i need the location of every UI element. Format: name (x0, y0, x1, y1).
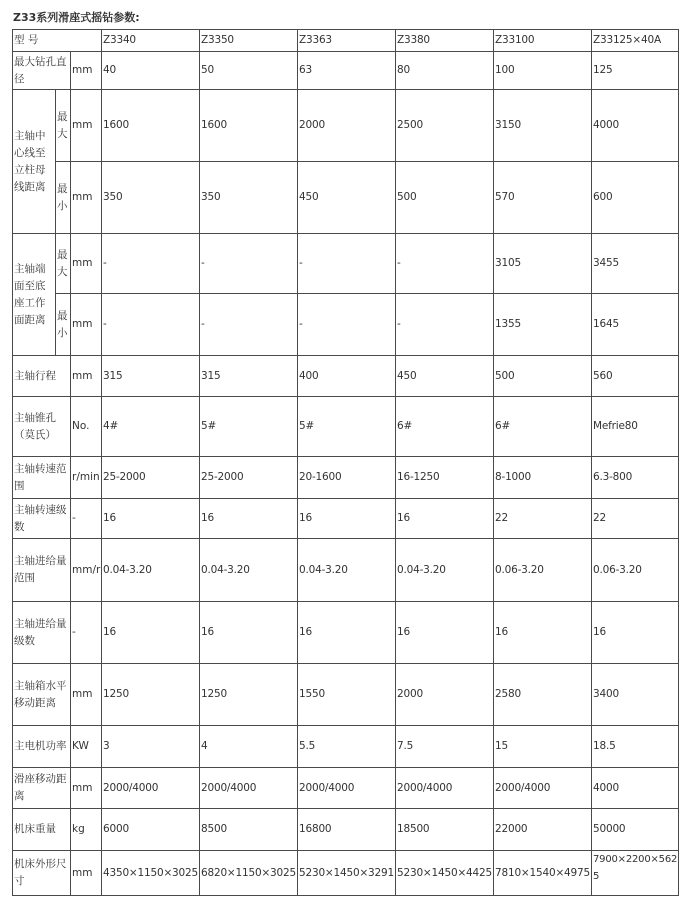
value-cell: 2000/4000 (298, 768, 396, 809)
value-cell: 4# (102, 397, 200, 457)
value-cell: 25-2000 (102, 457, 200, 499)
value-cell: 3105 (494, 234, 592, 294)
value-cell: 1550 (298, 664, 396, 726)
model-cell: Z3363 (298, 30, 396, 52)
value-cell: - (298, 234, 396, 294)
page-title: Z33系列滑座式摇钻参数: (13, 11, 140, 24)
value-cell: 4 (200, 726, 298, 768)
table-row (13, 664, 679, 726)
value-cell: 8-1000 (494, 457, 592, 499)
value-cell: 50 (200, 52, 298, 90)
model-cell: Z33100 (494, 30, 592, 52)
value-cell: 50000 (592, 809, 679, 851)
value-cell: 5230×1450×4425 (396, 851, 494, 896)
value-cell: 315 (102, 356, 200, 397)
unit-cell: r/min (71, 457, 102, 499)
unit-cell: mm (71, 234, 102, 294)
value-cell: 0.04-3.20 (200, 539, 298, 602)
row-label: 机床外形尺寸 (13, 851, 71, 896)
value-cell: 400 (298, 356, 396, 397)
value-cell: 2000/4000 (200, 768, 298, 809)
value-cell: 8500 (200, 809, 298, 851)
unit-cell: mm (71, 356, 102, 397)
value-cell: 4000 (592, 90, 679, 162)
unit-cell: mm/r (71, 539, 102, 602)
value-cell: 16 (200, 499, 298, 539)
unit-cell: kg (71, 809, 102, 851)
table-row (13, 499, 679, 539)
value-cell: 6000 (102, 809, 200, 851)
row-label: 主电机功率 (13, 726, 71, 768)
value-cell: 1250 (102, 664, 200, 726)
sub-label: 最大 (56, 234, 71, 294)
value-cell: 1600 (102, 90, 200, 162)
value-cell: 22000 (494, 809, 592, 851)
table-row (13, 234, 679, 294)
value-cell: 16 (298, 499, 396, 539)
value-cell: 7810×1540×4975 (494, 851, 592, 896)
value-cell: - (102, 234, 200, 294)
unit-cell: mm (71, 162, 102, 234)
value-cell: 4350×1150×3025 (102, 851, 200, 896)
model-label: 型 号 (13, 30, 102, 52)
value-cell: 5.5 (298, 726, 396, 768)
table-row (13, 294, 679, 356)
value-cell: 16 (396, 499, 494, 539)
value-cell: 0.04-3.20 (396, 539, 494, 602)
value-cell: 3 (102, 726, 200, 768)
row-label: 主轴箱水平移动距离 (13, 664, 71, 726)
value-cell: 3400 (592, 664, 679, 726)
value-cell: - (200, 234, 298, 294)
value-cell: 63 (298, 52, 396, 90)
value-cell: 3150 (494, 90, 592, 162)
table-row (13, 52, 679, 90)
value-cell: 125 (592, 52, 679, 90)
value-cell: 16 (102, 602, 200, 664)
value-cell: 2000 (298, 90, 396, 162)
value-cell: 1355 (494, 294, 592, 356)
row-label: 主轴进给量级数 (13, 602, 71, 664)
value-cell: 15 (494, 726, 592, 768)
row-label: 主轴转速范围 (13, 457, 71, 499)
value-cell: 6820×1150×3025 (200, 851, 298, 896)
spec-table (12, 29, 679, 896)
value-cell: 600 (592, 162, 679, 234)
value-cell: 2000/4000 (396, 768, 494, 809)
table-row (13, 90, 679, 162)
value-cell: - (102, 294, 200, 356)
row-label: 主轴进给量范围 (13, 539, 71, 602)
sub-label: 最小 (56, 294, 71, 356)
row-label: 主轴锥孔（莫氏） (13, 397, 71, 457)
value-cell: 500 (396, 162, 494, 234)
value-cell: 16 (102, 499, 200, 539)
value-cell: 5# (298, 397, 396, 457)
table-row (13, 457, 679, 499)
value-cell: 22 (494, 499, 592, 539)
value-cell: 22 (592, 499, 679, 539)
value-cell: 18.5 (592, 726, 679, 768)
value-cell: 6.3-800 (592, 457, 679, 499)
sub-label: 最小 (56, 162, 71, 234)
table-row (13, 162, 679, 234)
value-cell: 450 (396, 356, 494, 397)
value-cell: 16 (298, 602, 396, 664)
unit-cell: mm (71, 768, 102, 809)
value-cell: 0.04-3.20 (298, 539, 396, 602)
row-label: 主轴端面至底座工作面距离 (13, 234, 56, 356)
table-row (13, 30, 679, 52)
table-row (13, 397, 679, 457)
value-cell: 5# (200, 397, 298, 457)
unit-cell: mm (71, 52, 102, 90)
value-cell: 25-2000 (200, 457, 298, 499)
value-cell: 5230×1450×3291 (298, 851, 396, 896)
value-cell: 1250 (200, 664, 298, 726)
value-cell: 560 (592, 356, 679, 397)
unit-cell: mm (71, 664, 102, 726)
unit-cell: KW (71, 726, 102, 768)
table-row (13, 539, 679, 602)
value-cell: 2000/4000 (494, 768, 592, 809)
sub-label: 最大 (56, 90, 71, 162)
table-row (13, 726, 679, 768)
value-cell: 100 (494, 52, 592, 90)
table-row (13, 768, 679, 809)
value-cell: 6# (396, 397, 494, 457)
value-cell: 18500 (396, 809, 494, 851)
value-cell: 450 (298, 162, 396, 234)
value-cell: 7.5 (396, 726, 494, 768)
value-cell: 16 (494, 602, 592, 664)
value-cell: 0.04-3.20 (102, 539, 200, 602)
value-cell: 16800 (298, 809, 396, 851)
value-cell: 6# (494, 397, 592, 457)
model-cell: Z3380 (396, 30, 494, 52)
value-cell: 4000 (592, 768, 679, 809)
model-cell: Z3340 (102, 30, 200, 52)
value-cell: 0.06-3.20 (494, 539, 592, 602)
value-cell: 16-1250 (396, 457, 494, 499)
unit-cell: mm (71, 294, 102, 356)
value-cell: 2000/4000 (102, 768, 200, 809)
value-cell: 2500 (396, 90, 494, 162)
unit-cell: No. (71, 397, 102, 457)
unit-cell: - (71, 602, 102, 664)
row-label: 滑座移动距离 (13, 768, 71, 809)
value-cell: 500 (494, 356, 592, 397)
row-label: 机床重量 (13, 809, 71, 851)
table-row (13, 356, 679, 397)
value-cell: 20-1600 (298, 457, 396, 499)
model-cell: Z33125×40A (592, 30, 679, 52)
value-cell: 1600 (200, 90, 298, 162)
value-cell: - (298, 294, 396, 356)
unit-cell: mm (71, 90, 102, 162)
value-cell: 315 (200, 356, 298, 397)
value-cell: - (396, 234, 494, 294)
unit-cell: mm (71, 851, 102, 896)
value-cell: 350 (102, 162, 200, 234)
value-cell: 0.06-3.20 (592, 539, 679, 602)
value-cell: 1645 (592, 294, 679, 356)
value-cell: 40 (102, 52, 200, 90)
row-label: 最大钻孔直径 (13, 52, 71, 90)
value-cell: 3455 (592, 234, 679, 294)
row-label: 主轴中心线至立柱母线距离 (13, 90, 56, 234)
value-cell: 16 (396, 602, 494, 664)
row-label: 主轴转速级数 (13, 499, 71, 539)
value-cell: 16 (200, 602, 298, 664)
value-cell: 80 (396, 52, 494, 90)
value-cell: - (396, 294, 494, 356)
value-cell: 570 (494, 162, 592, 234)
value-cell: 16 (592, 602, 679, 664)
table-row (13, 851, 679, 896)
table-row (13, 602, 679, 664)
value-cell: 350 (200, 162, 298, 234)
value-cell: 2000 (396, 664, 494, 726)
value-cell: 2580 (494, 664, 592, 726)
unit-cell: - (71, 499, 102, 539)
row-label: 主轴行程 (13, 356, 71, 397)
table-row (13, 809, 679, 851)
value-cell: - (200, 294, 298, 356)
value-cell: 7900×2200×5625 (592, 851, 679, 896)
value-cell: Mefrie80 (592, 397, 679, 457)
model-cell: Z3350 (200, 30, 298, 52)
